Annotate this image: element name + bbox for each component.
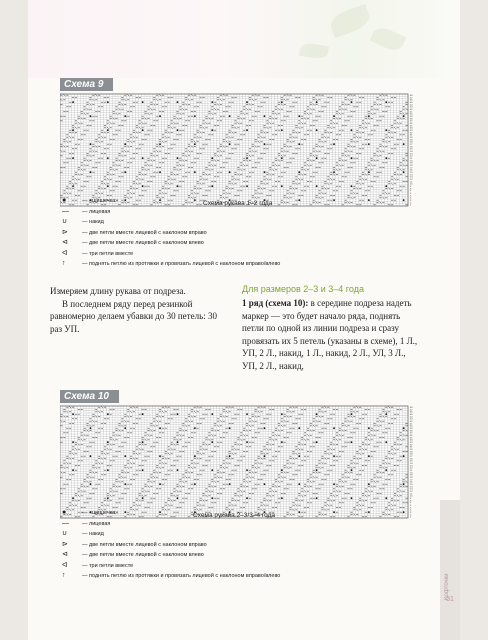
chart-caption: Схема рукава 2–3/3–4 года <box>193 512 275 519</box>
bobble-icon <box>316 497 318 499</box>
bobble-icon <box>351 497 353 499</box>
bobble-icon <box>351 185 353 187</box>
bobble-icon <box>211 185 213 187</box>
k2tog-left-icon: ⊲ <box>62 551 68 558</box>
bobble-icon <box>246 185 248 187</box>
row-number: 24 <box>410 151 413 154</box>
row-number: 29 <box>410 451 413 454</box>
row-number: 15 <box>410 172 413 175</box>
row-number: 38 <box>410 118 413 121</box>
bobble-icon <box>403 455 405 457</box>
row-number: 17 <box>410 479 413 482</box>
row-number: 20 <box>410 160 413 163</box>
paragraph: В последнем ряду перед резинкой равномерно делаем убавки до 30 петель: 30 раз УП. <box>50 298 217 334</box>
bobble-icon <box>107 469 109 471</box>
row-number: 22 <box>410 155 413 158</box>
legend-item: ⊳ — две петли вместе лицевой с наклоном вправо <box>62 540 280 551</box>
bobble-icon <box>142 441 144 443</box>
bobble-icon <box>385 185 387 187</box>
bobble-icon <box>333 483 335 485</box>
row-number: 22 <box>410 467 413 470</box>
bobble-icon <box>229 143 231 145</box>
bobble-icon <box>246 441 248 443</box>
k3tog-icon: ᐊ <box>62 561 68 569</box>
knitting-grid <box>60 92 422 210</box>
bobble-icon <box>107 129 109 131</box>
row-number: 37 <box>410 120 413 123</box>
row-number: 28 <box>410 453 413 456</box>
bobble-icon <box>385 469 387 471</box>
bobble-icon <box>107 157 109 159</box>
grid-lines <box>60 406 408 518</box>
bobble-icon <box>229 115 231 117</box>
chart-9 <box>60 74 422 215</box>
row-number: 21 <box>410 158 413 161</box>
row-number: 48 <box>410 95 413 98</box>
row-number: 43 <box>410 106 413 109</box>
row-number: 17 <box>410 167 413 170</box>
paragraph: в середине подреза надеть маркер — это будет начало ряда, поднять петли по одной из линии подреза и сразу провязать их 5 петель (указаны в схеме), 1 Л., УП, 2 Л., накид, 1 Л., накид, 2 Л., УЛ, 3 Л., УП, 2 Л., накид, <box>242 298 418 371</box>
section-label: Кофточки <box>444 573 450 600</box>
bobble-icon <box>264 455 266 457</box>
bobble-icon <box>159 115 161 117</box>
bobble-icon <box>316 101 318 103</box>
row-number: 5 <box>410 195 412 198</box>
bobble-icon <box>403 143 405 145</box>
bobble-icon <box>298 483 300 485</box>
row-number: 44 <box>410 104 413 107</box>
row-number: 40 <box>410 113 413 116</box>
legend-item: — — лицевая <box>62 207 280 218</box>
bobble-icon <box>281 497 283 499</box>
grid-lines <box>60 94 408 206</box>
row-number: 48 <box>410 407 413 410</box>
row-number: 30 <box>410 137 413 140</box>
bobble-icon <box>333 455 335 457</box>
bobble-icon <box>316 129 318 131</box>
bobble-icon <box>72 497 74 499</box>
legend-item: ⊲ — две петли вместе лицевой с наклоном влево <box>62 238 280 249</box>
bobble-icon <box>264 171 266 173</box>
row-number: 18 <box>410 477 413 480</box>
bobble-icon <box>298 115 300 117</box>
bobble-icon <box>159 143 161 145</box>
bobble-icon <box>316 413 318 415</box>
row-number: 27 <box>410 456 413 459</box>
row-number: 42 <box>410 421 413 424</box>
bobble-icon <box>333 199 335 201</box>
row-number: 10 <box>410 183 413 186</box>
chart-title: Схема 10 <box>60 390 119 403</box>
bobble-icon <box>281 157 283 159</box>
bobble-icon <box>194 483 196 485</box>
bobble-icon <box>229 171 231 173</box>
row-number: 47 <box>410 409 413 412</box>
k2tog-left-icon: ⊲ <box>62 239 68 246</box>
row-number: 12 <box>410 179 413 182</box>
bobble-icon <box>368 143 370 145</box>
row-number: 4 <box>410 197 412 200</box>
row-number: 39 <box>410 428 413 431</box>
row-number: 8 <box>410 500 412 503</box>
bobble-icon <box>368 483 370 485</box>
row-number: 1 <box>410 204 412 207</box>
bobble-icon <box>229 483 231 485</box>
legend-item: ∪ — накид <box>62 217 280 228</box>
bobble-icon <box>142 101 144 103</box>
bobble-icon <box>333 115 335 117</box>
row-number: 46 <box>410 99 413 102</box>
bobble-icon <box>107 497 109 499</box>
bobble-icon <box>281 185 283 187</box>
bobble-icon <box>72 129 74 131</box>
bobble-icon <box>368 455 370 457</box>
bobble-icon <box>351 413 353 415</box>
legend-item: — — лицевая <box>62 519 280 530</box>
bobble-icon <box>246 469 248 471</box>
bobble-icon <box>385 497 387 499</box>
row-number: 6 <box>410 193 412 196</box>
row-number: 38 <box>410 430 413 433</box>
row-number: 7 <box>410 190 412 193</box>
bobble-icon <box>246 157 248 159</box>
row-number: 27 <box>410 144 413 147</box>
k2tog-right-icon: ⊳ <box>62 540 68 548</box>
bobble-icon <box>177 413 179 415</box>
legend-item: ● — «шишечка» <box>62 508 280 519</box>
legend-item: ∪ — накид <box>62 529 280 540</box>
row-number: 32 <box>410 444 413 447</box>
bobble-icon <box>124 143 126 145</box>
bobble-icon <box>368 511 370 513</box>
bobble-icon <box>107 185 109 187</box>
row-number: 44 <box>410 416 413 419</box>
bobble-icon <box>246 101 248 103</box>
bobble-icon <box>351 129 353 131</box>
bobble-icon <box>385 441 387 443</box>
bobble-icon <box>90 455 92 457</box>
row-number: 46 <box>410 411 413 414</box>
bobble-icon <box>229 455 231 457</box>
k3tog-icon: ᐊ <box>62 249 68 257</box>
purl-icon: — <box>62 207 69 215</box>
bobble-icon <box>385 129 387 131</box>
make-one-icon: ↑ <box>62 260 66 267</box>
row-number: 45 <box>410 414 413 417</box>
row-number: 15 <box>410 484 413 487</box>
left-text <box>50 285 228 335</box>
legend-item: ● — «шишечка» <box>62 196 280 207</box>
bobble-icon: ● <box>62 509 67 516</box>
bobble-icon <box>264 427 266 429</box>
row-number: 1 <box>410 516 412 519</box>
bobble-icon <box>177 101 179 103</box>
row-number: 3 <box>410 200 412 203</box>
bobble-icon <box>368 199 370 201</box>
bobble-icon <box>281 129 283 131</box>
row-number: 45 <box>410 102 413 105</box>
legend-item: ᐊ — три петли вместе <box>62 249 280 260</box>
yarn-over-icon: ∪ <box>62 218 68 225</box>
row-number: 47 <box>410 97 413 100</box>
bobble-icon <box>316 185 318 187</box>
row-number: 11 <box>410 181 413 184</box>
bobble-icon <box>264 115 266 117</box>
row-number: 19 <box>410 474 413 477</box>
bobble-icon <box>142 413 144 415</box>
bobble-icon <box>194 171 196 173</box>
right-text <box>242 297 418 372</box>
bobble-icon <box>351 101 353 103</box>
row-number: 7 <box>410 502 412 505</box>
row-number: 28 <box>410 141 413 144</box>
bobble-icon <box>403 483 405 485</box>
k2tog-right-icon: ⊳ <box>62 228 68 236</box>
legend-10 <box>62 508 280 582</box>
bobble-icon <box>142 129 144 131</box>
row-number: 33 <box>410 442 413 445</box>
bobble-icon <box>177 157 179 159</box>
row-number: 25 <box>410 460 413 463</box>
section-heading: Для размеров 2–3 и 3–4 года <box>242 284 364 294</box>
bobble-icon <box>264 483 266 485</box>
row-number: 14 <box>410 486 413 489</box>
bobble-icon <box>368 171 370 173</box>
row-number: 43 <box>410 418 413 421</box>
row-number: 35 <box>410 437 413 440</box>
bobble-icon <box>90 115 92 117</box>
row-number: 13 <box>410 176 413 179</box>
row-number: 20 <box>410 472 413 475</box>
bobble-icon <box>281 469 283 471</box>
bobble-icon <box>142 469 144 471</box>
bobble-icon <box>403 171 405 173</box>
row-number: 26 <box>410 146 413 149</box>
row-number: 9 <box>410 498 412 501</box>
row-number: 11 <box>410 493 413 496</box>
row-number: 3 <box>410 512 412 515</box>
row-number: 31 <box>410 446 413 449</box>
bobble-icon <box>124 427 126 429</box>
make-one-icon: ↑ <box>62 572 66 579</box>
knitting-grid <box>60 404 422 522</box>
row-number: 16 <box>410 481 413 484</box>
bobble-icon <box>403 115 405 117</box>
bobble-icon <box>142 497 144 499</box>
chart-10 <box>60 386 422 527</box>
bobble-icon <box>177 441 179 443</box>
row-number: 24 <box>410 463 413 466</box>
row-number: 29 <box>410 139 413 142</box>
row-number: 34 <box>410 127 413 130</box>
bobble-icon <box>298 455 300 457</box>
bobble-icon <box>246 497 248 499</box>
bobble-icon <box>159 455 161 457</box>
row-number: 10 <box>410 495 413 498</box>
bobble-icon <box>298 199 300 201</box>
bobble-icon <box>90 171 92 173</box>
bobble-icon <box>211 497 213 499</box>
bobble-icon <box>211 129 213 131</box>
bobble-icon <box>159 483 161 485</box>
row-number: 16 <box>410 169 413 172</box>
bobble-icon <box>194 455 196 457</box>
bobble-icon <box>351 469 353 471</box>
bobble-icon <box>177 497 179 499</box>
bobble-icon <box>298 171 300 173</box>
purl-icon: — <box>62 519 69 527</box>
bobble-icon <box>90 427 92 429</box>
bobble-icon <box>72 157 74 159</box>
yarn-over-icon: ∪ <box>62 530 68 537</box>
legend-item: ⊳ — две петли вместе лицевой с наклоном вправо <box>62 228 280 239</box>
bobble-icon <box>385 157 387 159</box>
bobble-icon <box>298 511 300 513</box>
legend-item: ⊲ — две петли вместе лицевой с наклоном влево <box>62 550 280 561</box>
bobble-icon <box>403 427 405 429</box>
bobble-icon <box>298 427 300 429</box>
bobble-icon <box>281 101 283 103</box>
bobble-icon <box>368 427 370 429</box>
row-number: 39 <box>410 116 413 119</box>
bobble-icon <box>107 101 109 103</box>
row-number: 31 <box>410 134 413 137</box>
bobble-icon <box>177 185 179 187</box>
bobble-icon <box>211 101 213 103</box>
bobble-icon <box>177 129 179 131</box>
bobble-icon <box>246 129 248 131</box>
bobble-icon <box>316 469 318 471</box>
row-number: 5 <box>410 507 412 510</box>
row-number: 35 <box>410 125 413 128</box>
row-number: 25 <box>410 148 413 151</box>
bobble-icon <box>333 143 335 145</box>
paragraph: Измеряем длину рукава от подреза. <box>50 286 186 296</box>
row-number: 30 <box>410 449 413 452</box>
row-number: 33 <box>410 130 413 133</box>
bobble-icon <box>72 101 74 103</box>
row-number: 23 <box>410 465 413 468</box>
row-number: 13 <box>410 488 413 491</box>
bobble-icon <box>264 143 266 145</box>
bobble-icon <box>333 427 335 429</box>
bobble-icon <box>124 455 126 457</box>
row-number: 41 <box>410 423 413 426</box>
bobble-icon <box>229 427 231 429</box>
bobble-icon <box>211 469 213 471</box>
row-number: 23 <box>410 153 413 156</box>
bobble-icon <box>368 115 370 117</box>
bobble-icon <box>124 483 126 485</box>
bobble-icon <box>403 511 405 513</box>
page-number: 31 <box>446 596 454 603</box>
legend-item: ↑ — поднять петлю из протяжки и провязать лицевой с наклоном вправо/влево <box>62 259 280 270</box>
bobble-icon <box>194 427 196 429</box>
row-number: 41 <box>410 111 413 114</box>
legend-item: ↑ — поднять петлю из протяжки и провязать лицевой с наклоном вправо/влево <box>62 571 280 582</box>
bobble-icon <box>177 469 179 471</box>
row-number: 34 <box>410 439 413 442</box>
row-number: 6 <box>410 505 412 508</box>
bobble-icon <box>316 157 318 159</box>
row-number: 36 <box>410 123 413 126</box>
bobble-icon <box>72 413 74 415</box>
row-number: 21 <box>410 470 413 473</box>
legend-9 <box>62 196 280 270</box>
bobble-icon <box>385 101 387 103</box>
bobble-icon <box>72 469 74 471</box>
bobble-icon <box>124 171 126 173</box>
bobble-icon <box>72 185 74 187</box>
row-number: 2 <box>410 202 412 205</box>
bobble-icon <box>142 157 144 159</box>
row-number: 9 <box>410 186 412 189</box>
bobble-icon <box>281 413 283 415</box>
bobble-icon <box>316 441 318 443</box>
bobble-icon <box>159 427 161 429</box>
bobble-icon <box>211 157 213 159</box>
row-number: 4 <box>410 509 412 512</box>
bobble-icon <box>351 441 353 443</box>
row-number: 2 <box>410 514 412 517</box>
row-number: 19 <box>410 162 413 165</box>
bobble-icon <box>281 441 283 443</box>
legend-item: ᐊ — три петли вместе <box>62 561 280 572</box>
row-number: 26 <box>410 458 413 461</box>
bobble-icon <box>90 143 92 145</box>
bobble-icon <box>124 115 126 117</box>
row-number: 18 <box>410 165 413 168</box>
row-number: 8 <box>410 188 412 191</box>
bobble-icon <box>351 157 353 159</box>
row-number: 37 <box>410 432 413 435</box>
row-number: 40 <box>410 425 413 428</box>
bobble-icon <box>194 115 196 117</box>
bobble-icon <box>333 171 335 173</box>
chart-caption: Схема рукава 1–2 года <box>203 200 273 207</box>
row-number: 42 <box>410 109 413 112</box>
bobble-icon <box>211 413 213 415</box>
chart-title: Схема 9 <box>60 78 113 91</box>
bobble-icon <box>246 413 248 415</box>
bobble-icon <box>142 185 144 187</box>
bobble-icon <box>194 143 196 145</box>
bobble-icon <box>107 441 109 443</box>
bobble-icon <box>159 171 161 173</box>
bobble-icon <box>90 483 92 485</box>
row-number: 14 <box>410 174 413 177</box>
row-number: 12 <box>410 491 413 494</box>
row-number: 32 <box>410 132 413 135</box>
bobble-icon <box>403 199 405 201</box>
bobble-icon: ● <box>62 197 67 204</box>
bobble-icon <box>211 441 213 443</box>
bobble-icon <box>298 143 300 145</box>
row-label: 1 ряд (схема 10): <box>242 298 309 308</box>
row-number: 36 <box>410 435 413 438</box>
bobble-icon <box>333 511 335 513</box>
bobble-icon <box>385 413 387 415</box>
bobble-icon <box>72 441 74 443</box>
bobble-icon <box>107 413 109 415</box>
